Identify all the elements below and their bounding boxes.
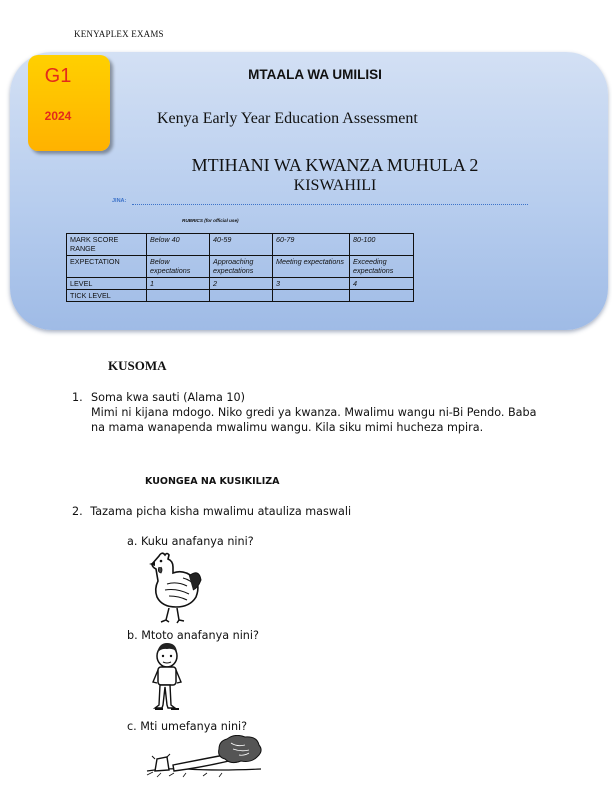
rubric-cell: Approaching expectations xyxy=(210,256,273,278)
rubrics-label: RUBRICS (for official use) xyxy=(182,218,239,223)
exam-name: MTIHANI WA KWANZA MUHULA 2 xyxy=(191,155,479,175)
rubric-cell: MARK SCORE RANGE xyxy=(67,234,147,256)
name-dotted-line xyxy=(132,204,528,205)
rubrics-table xyxy=(66,233,414,302)
sub-question-b: b. Mtoto anafanya nini? xyxy=(127,629,259,642)
tick-cell[interactable] xyxy=(210,290,273,302)
rubric-cell: Below 40 xyxy=(147,234,210,256)
question-2 xyxy=(72,505,351,518)
rubric-cell: Below expectations xyxy=(147,256,210,278)
sub-question-c: c. Mti umefanya nini? xyxy=(127,720,248,733)
rubric-cell: TICK LEVEL xyxy=(67,290,147,302)
rubric-row-expectation xyxy=(67,256,414,278)
hen-illustration xyxy=(145,550,203,625)
child-illustration xyxy=(150,643,184,715)
question-number: 2. xyxy=(72,505,83,518)
rubric-cell: 2 xyxy=(210,278,273,290)
rubric-cell: 4 xyxy=(350,278,414,290)
curriculum-title: MTAALA WA UMILISI xyxy=(248,67,382,82)
subject-name: KISWAHILI xyxy=(293,177,377,194)
question-instruction: Soma kwa sauti (Alama 10) xyxy=(91,391,246,404)
name-label: JINA: xyxy=(112,198,127,204)
tick-cell[interactable] xyxy=(273,290,350,302)
rubric-cell: 3 xyxy=(273,278,350,290)
question-1 xyxy=(72,390,552,435)
rubric-cell: LEVEL xyxy=(67,278,147,290)
reading-passage: Mimi ni kijana mdogo. Niko gredi ya kwanza. Mwalimu wangu ni-Bi Pendo. Baba na mama wanapenda mwalimu wangu. Kila siku mimi hucheza mpira. xyxy=(91,406,537,434)
grade-badge xyxy=(28,55,110,151)
tick-cell[interactable] xyxy=(350,290,414,302)
rubric-row-score xyxy=(67,234,414,256)
rubric-cell: 1 xyxy=(147,278,210,290)
rubric-cell: 80-100 xyxy=(350,234,414,256)
rubric-cell: Meeting expectations xyxy=(273,256,350,278)
publisher-label: KENYAPLEX EXAMS xyxy=(74,29,164,39)
fallen-tree-illustration xyxy=(143,735,263,781)
question-instruction: Tazama picha kisha mwalimu atauliza maswali xyxy=(90,505,352,518)
rubric-cell: EXPECTATION xyxy=(67,256,147,278)
section-heading-kuongea: KUONGEA NA KUSIKILIZA xyxy=(145,476,280,487)
student-name-field[interactable] xyxy=(112,198,528,208)
rubric-cell: 40-59 xyxy=(210,234,273,256)
badge-grade: G1 xyxy=(44,65,72,87)
rubric-row-level xyxy=(67,278,414,290)
sub-question-a: a. Kuku anafanya nini? xyxy=(127,535,254,548)
badge-year: 2024 xyxy=(44,109,72,123)
section-heading-kusoma: KUSOMA xyxy=(108,358,167,373)
question-number: 1. xyxy=(72,391,83,404)
rubric-row-tick xyxy=(67,290,414,302)
rubric-cell: Exceeding expectations xyxy=(350,256,414,278)
tick-cell[interactable] xyxy=(147,290,210,302)
rubric-cell: 60-79 xyxy=(273,234,350,256)
assessment-subtitle: Kenya Early Year Education Assessment xyxy=(157,110,418,127)
